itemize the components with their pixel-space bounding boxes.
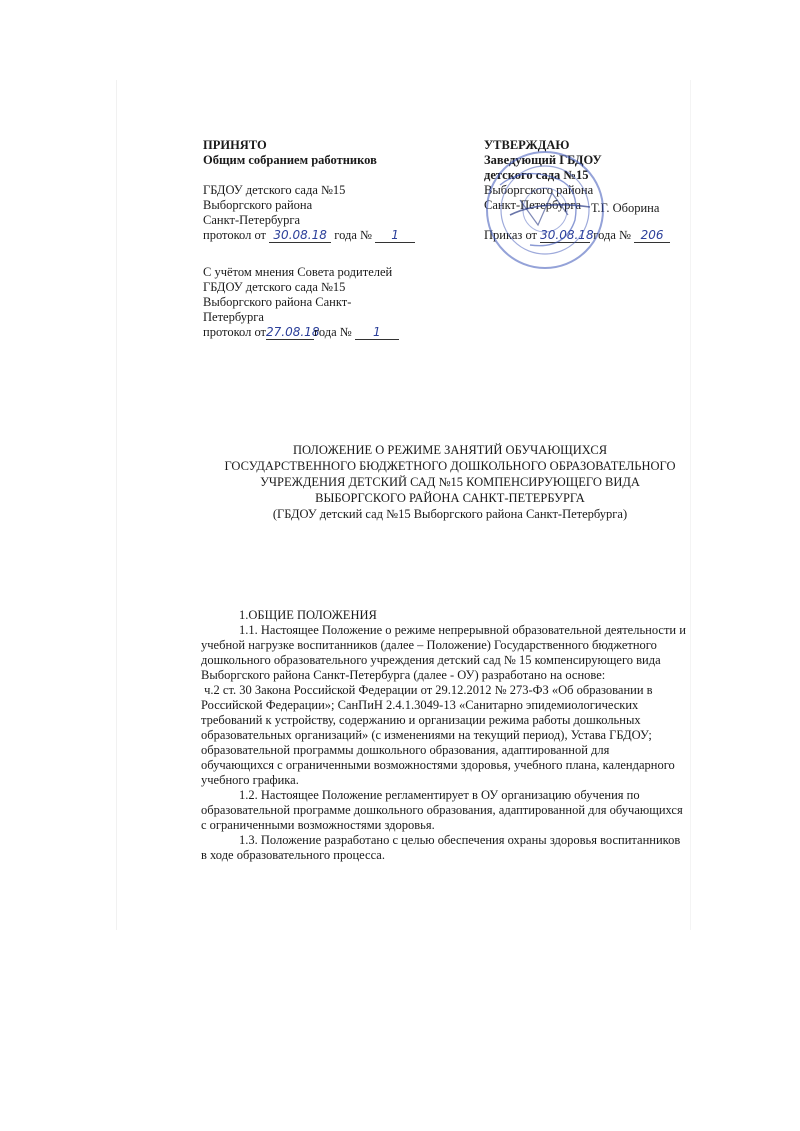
signatory-name: Т.Г. Оборина [591,201,660,215]
order-prefix: Приказ от [484,228,538,242]
scan-edge [116,80,117,930]
body-line: обучающихся с ограниченными возможностями здоровья, учебного плана, календарного [201,758,675,772]
parents-line: ГБДОУ детского сада №15 [203,280,346,294]
body-line: образовательной программы дошкольного образования, адаптированной для [201,743,610,757]
body-line: ч.2 ст. 30 Закона Российской Федерации от 29.12.2012 № 273-ФЗ «Об образовании в [201,683,653,697]
protocol-date: 30.08.18 [269,229,331,243]
body-line: образовательной программе дошкольного образования, адаптированной для обучающихся [201,803,683,817]
document-body [201,608,693,863]
protocol-number: 1 [355,326,399,340]
title-line: ПОЛОЖЕНИЕ О РЕЖИМЕ ЗАНЯТИЙ ОБУЧАЮЩИХСЯ [292,443,608,457]
section-heading: 1.ОБЩИЕ ПОЛОЖЕНИЯ [239,608,377,622]
body-line: требований к устройству, содержанию и организации режима работы дошкольных [201,713,641,727]
title-line: УЧРЕЖДЕНИЯ ДЕТСКИЙ САД №15 КОМПЕНСИРУЮЩЕГО ВИДА [260,475,640,489]
protocol-date: 27.08.18 [266,325,320,339]
approved-line: детского сада №15 [484,168,589,182]
order-date: 30.08.18 [540,228,594,242]
body-line: дошкольного образовательного учреждения детский сад № 15 компенсирующего вида [201,653,661,667]
accepted-protocol [203,228,443,243]
title-line: ВЫБОРГСКОГО РАЙОНА САНКТ-ПЕТЕРБУРГА [315,491,585,505]
accepted-org-line: Выборгского района [203,198,313,212]
body-line: Российской Федерации»; СанПиН 2.4.1.3049-13 «Санитарно эпидемиологических [201,698,639,712]
order-number: 206 [634,229,670,243]
title-line: ГОСУДАРСТВЕННОГО БЮДЖЕТНОГО ДОШКОЛЬНОГО ОБРАЗОВАТЕЛЬНОГО [224,459,676,473]
parents-council-block [203,265,443,340]
body-line: учебной нагрузке воспитанников (далее – Положение) Государственного бюджетного [201,638,657,652]
protocol-mid: года № [334,228,372,242]
parents-protocol [203,325,443,340]
body-line: учебного графика. [201,773,299,787]
body-line: 1.1. Настоящее Положение о режиме непрерывной образовательной деятельности и [239,623,686,637]
body-line: Выборгского района Санкт-Петербурга (далее - ОУ) разработано на основе: [201,668,606,682]
approved-line: Заведующий ГБДОУ [484,153,602,167]
parents-line: С учётом мнения Совета родителей [203,265,393,279]
body-line: в ходе образовательного процесса. [201,848,385,862]
accepted-subheading: Общим собранием работников [203,153,377,167]
accepted-heading: ПРИНЯТО [203,138,267,152]
parents-line: Выборгского района Санкт- [203,295,352,309]
document-title [200,442,700,522]
protocol-prefix: протокол от [203,325,267,339]
body-line: 1.3. Положение разработано с целью обеспечения охраны здоровья воспитанников [239,833,681,847]
approved-heading: УТВЕРЖДАЮ [484,138,570,152]
body-line: образовательных организаций» (с изменениями на текущий период), Устава ГБДОУ; [201,728,652,742]
protocol-prefix: протокол от [203,228,267,242]
body-line: 1.2. Настоящее Положение регламентирует в ОУ организацию обучения по [239,788,640,802]
order-mid: года № [593,228,631,242]
official-stamp-icon [480,145,610,275]
protocol-mid: года № [314,325,352,339]
accepted-org-line: ГБДОУ детского сада №15 [203,183,346,197]
approved-line: Санкт-Петербурга [484,198,582,212]
parents-line: Петербурга [203,310,264,324]
accepted-block [203,138,443,243]
approved-line: Выборгского района [484,183,594,197]
accepted-org-line: Санкт-Петербурга [203,213,301,227]
body-line: с ограниченными возможностями здоровья. [201,818,435,832]
protocol-number: 1 [375,229,415,243]
title-line: (ГБДОУ детский сад №15 Выборгского района Санкт-Петербурга) [272,507,628,521]
